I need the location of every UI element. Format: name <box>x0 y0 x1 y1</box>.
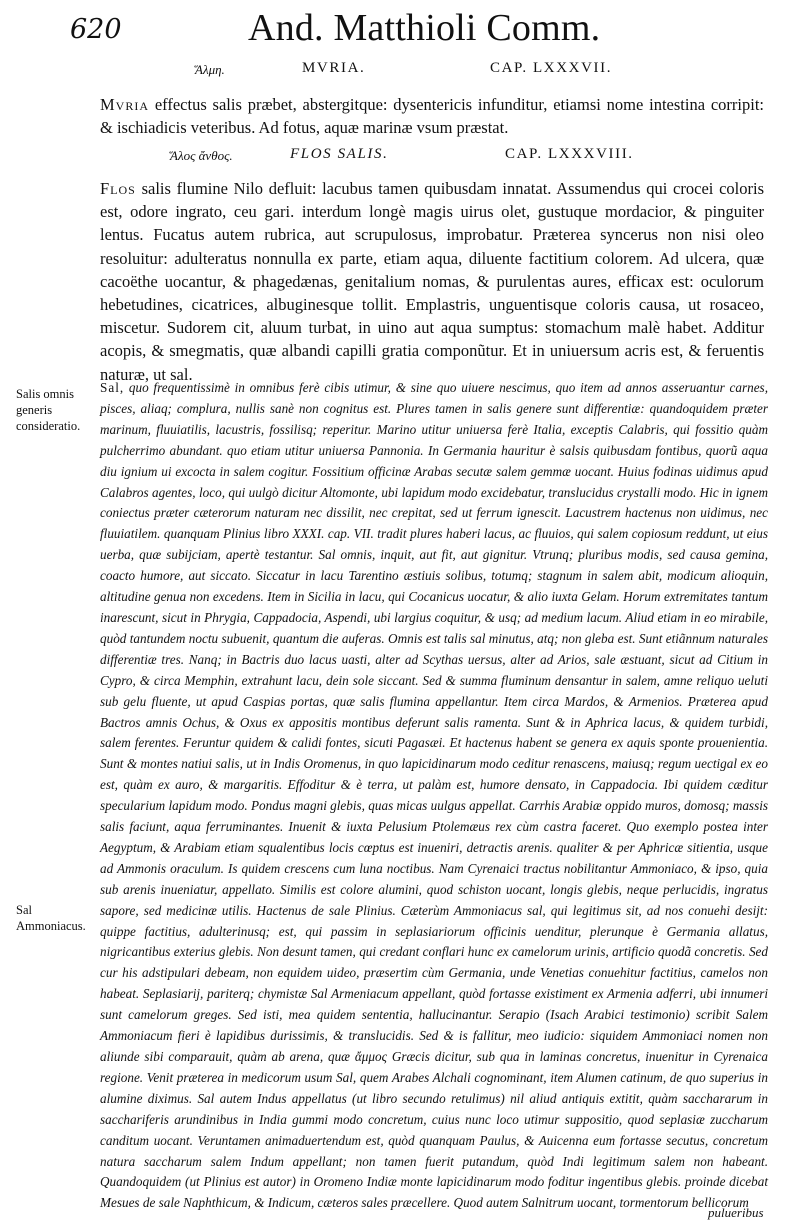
marginal-note: Salis omnis generis consideratio. <box>16 387 81 433</box>
commentary-text <box>100 378 768 1214</box>
lead-word: Mvria <box>100 95 150 114</box>
chapter-heading-flos-salis <box>0 146 787 170</box>
commentary-body: quo frequentissimè in omnibus ferè cibis utimur, & sine quo uiuere nescimus, quo item ad annos asseruantur carnes, pisces, aliaq; complura, nullis sanè non cognitus est. Plures tamen in salis genere sunt differentiæ: quandoquidem præter marinum, fluuiatilis, lacustris, fossilisq; reperitur. Marino utitur uniuersa ferè Italia, exceptis Calabris, qui fossitio quàm pulcherrimo abundant. quo etiam utitur uniuersa Pannonia. In Germania hauritur è salsis quibusdam fontibus, quorũ aqua diu ignium ui excocta in salem cogitur. Fossitium officinæ Arabas secutæ salem gemmæ uocant. Huius fodinas uidimus apud Calabros agentes, loco, qui uulgò dicitur Altomonte, ubi lapidum modo excidebatur, translucidus crystalli modo. Hic in ignem coniectus præter cæterorum naturam nec dissilit, nec crepitat, sed ut ferrum ignescit. Lacustrem hactenus non uidimus, nec fluuiatilem. quanquam Plinius libro XXXI. cap. VII. tradit plures haberi lacus, ac fluuios, qui salem copiosum reddunt, ut eius uerba, quæ subijciam, apertè testantur. Sal omnis, inquit, aut fit, aut gignitur. Vtrunq; pluribus modis, sed causa gemina, coacto humore, aut siccato. Siccatur in lacu Tarentino æstiuis solibus, totumq; stagnum in salem abit, modicum alioquin, altitudine genua non excedens. Item in Sicilia in lacu, qui Cocanicus uocatur, & alio iuxta Gelam. Horum extremitates tantum inarescunt, sicut in Phrygia, Cappadocia, Aspendi, ubi largius coquitur, & usq; ad medium lacum. Aliud etiam in eo mirabile, quòd tantundem noctu subuenit, quantum die auferas. Omnis est talis sal minutus, atq; non gleba est. Sunt etiãnnum naturales differentiæ tres. Nanq; in Bactris duo lacus uasti, alter ad Scythas uersus, alter ad Arios, sale æstuant, sicut ad Citium in Cypro, & circa Memphin, extrahunt lacu, dein sole siccant. Sed & summa fluminum densantur in salem, amne reliquo ueluti sub gelu fluente, ut apud Caspias portas, quæ salis flumina appellantur. Item circa Mardos, & Armenios. Præterea apud Bactros amnis Ochus, & Oxus ex appositis montibus deferunt salis ramenta. Sunt & in Aphrica lacus, & quidem turbidi, salem ferentes. Feruntur quidem & calidi fontes, sicuti Pagasæi. Et hactenus habent se genera ex aquis sponte prouenientia. Sunt & montes natiui salis, ut in Indis Oromenus, in quo lapicidinarum modo ceditur renascens, maiusq; regum uectigal ex eo est, quàm ex auro, & margaritis. Effoditur & è terra, ut palàm est, humore densato, in Cappadocia. Ibi quidem cæditur specularium lapidum modo. Pondus magni glebis, quas micas uulgus appellat. Carrhis Arabiæ oppido muros, domosq; massis salis faciunt, aqua ferruminantes. Inuenit & iuxta Pelusium Ptolemæus rex cùm castra faceret. Quo exemplo postea inter Aegyptum, & Arabiam etiam squalentibus locis cœptus est inueniri, detractis arenis. qualiter & per Aphricæ sitientia, usque ad Ammonis oraculum. Is quidem crescens cum luna noctibus. Nam Cyrenaici tractus nobilitantur Ammoniaco, & ipso, quia sub arenis inueniatur, appellato. Similis est colore alumini, quod schiston uocant, longis glebis, neque perlucidis, ingratus sapore, sed medicinæ utilis. Hactenus de sale Plinius. Cæterùm Ammoniacus sal, qui legitimus sit, ad nos conuehi desijt: quippe factitius, adulterinusq; est, qui passim in seplasiariorum officinis uenditur, plerunque è Germania allatus, nigricantibus exterius glebis. Non desunt tamen, qui credant conflari hunc ex camelorum urinis, artificio quodã concretis. Sed cur his adstipulari debeam, non equidem uideo, præsertim cùm Germania, unde Venetias conuehitur factitius, camelos non habeat. Seplasiarij, pariterq; chymistæ Sal Armeniacum appellant, quòd fortasse existiment ex Armenia adferri, ubi innumeri sunt camelorum greges. Sed isti, mea quidem sententia, hallucinantur. Serapio (Isach Arabici testimonio) scribit Salem Ammoniacum fieri è lapidibus durissimis, & translucidis. Sed & is fallitur, meo iudicio: siquidem Ammoniaci nomen non aliunde sibi comparauit, quàm ab arena, quæ ἄμμος Græcis dicitur, sub qua in laminas concretus, inuenitur in Cyrenaica regione. Venit præterea in medicorum usum Sal, quem Arabes Alchali cognominant, item Alumen catinum, de quo superius in alumine diximus. Sal autem Indus appellatus (ut libro secundo retulimus) nil aliud antiquis extitit, quàm sacchararum in sacchariferis arundinibus in India gummi modo concretum, cuius nunc loco utimur suppositio, quod seplasiæ zuccharum canditum uocant. Veruntamen animaduertendum est, quòd quanquam Paulus, & Auicenna eum fortasse secutus, concretum natura saccharum salem Indum appellant; non tamen fuerit putandum, quòd Indi legitimum salem non habeant. Quandoquidem (ut Plinius est autor) in Oromeno Indiæ monte lapicidinarum modo foditur ingentibus glebis. proinde dicebat Mesues de sale Naphthicum, & Indicum, cæteros sales præcellere. Quod autem Salnitrum uocant, tormentorum bellicorum <box>100 380 768 1211</box>
greek-name: Ἅλος ἄνθος. <box>170 148 233 163</box>
paragraph-body: salis flumine Nilo defluit: lacubus tamen quibusdam innatat. Assumendus qui crocei coloris est, odore ingrato, ceu gari. interdum longè magis uirus olet, gustuque mordacior, & pinguiter lentus. Fucatus autem rubrica, aut scrupulosus, improbatur. Præterea syncerus non nisi oleo resoluitur: adulteratus nonnulla ex parte, etiam aqua, diluente factitium colorem. Ad ulcera, quæ cacoëthe uocantur, & phagedænas, genitalium nomas, & purulentas aures, efficax est: oculorum hebetudines, cicatrices, albuginesque tollit. Emplastris, unguentisque coloris causa, ut rosaceo, miscetur. Sudorem cit, aluum turbat, in uino aut aqua sumptus: stomachum malè habet. Additur acopis, & smegmatis, quæ albandi capilli gratia componũtur. Et in uniuersum acris est, & feruentis naturæ, ut sal. <box>100 179 764 384</box>
catchword: pulueribus <box>708 1205 764 1220</box>
page-header <box>0 0 787 48</box>
lead-word: Flos <box>100 179 136 198</box>
greek-name: Ἅλμη. <box>195 62 225 77</box>
chapter-number: CAP. LXXXVII. <box>490 60 613 76</box>
running-title: And. Matthioli Comm. <box>248 7 601 49</box>
chapter-text-muria <box>100 93 764 139</box>
chapter-title: FLOS SALIS. <box>290 146 389 162</box>
paragraph-body: effectus salis præbet, abstergitque: dysentericis infunditur, etiamsi nome intestina corripit: & ischiadicis veteribus. Ad fotus, aquæ marinæ vsum præstat. <box>100 95 764 138</box>
chapter-number: CAP. LXXXVIII. <box>505 146 634 162</box>
lead-word: Sal, <box>100 380 125 395</box>
page-number: 620 <box>70 14 122 45</box>
chapter-text-flos-salis <box>100 177 764 386</box>
chapter-heading-muria <box>0 60 787 84</box>
marginal-note: Sal Ammoniacus. <box>16 903 86 933</box>
chapter-title: MVRIA. <box>302 60 366 76</box>
